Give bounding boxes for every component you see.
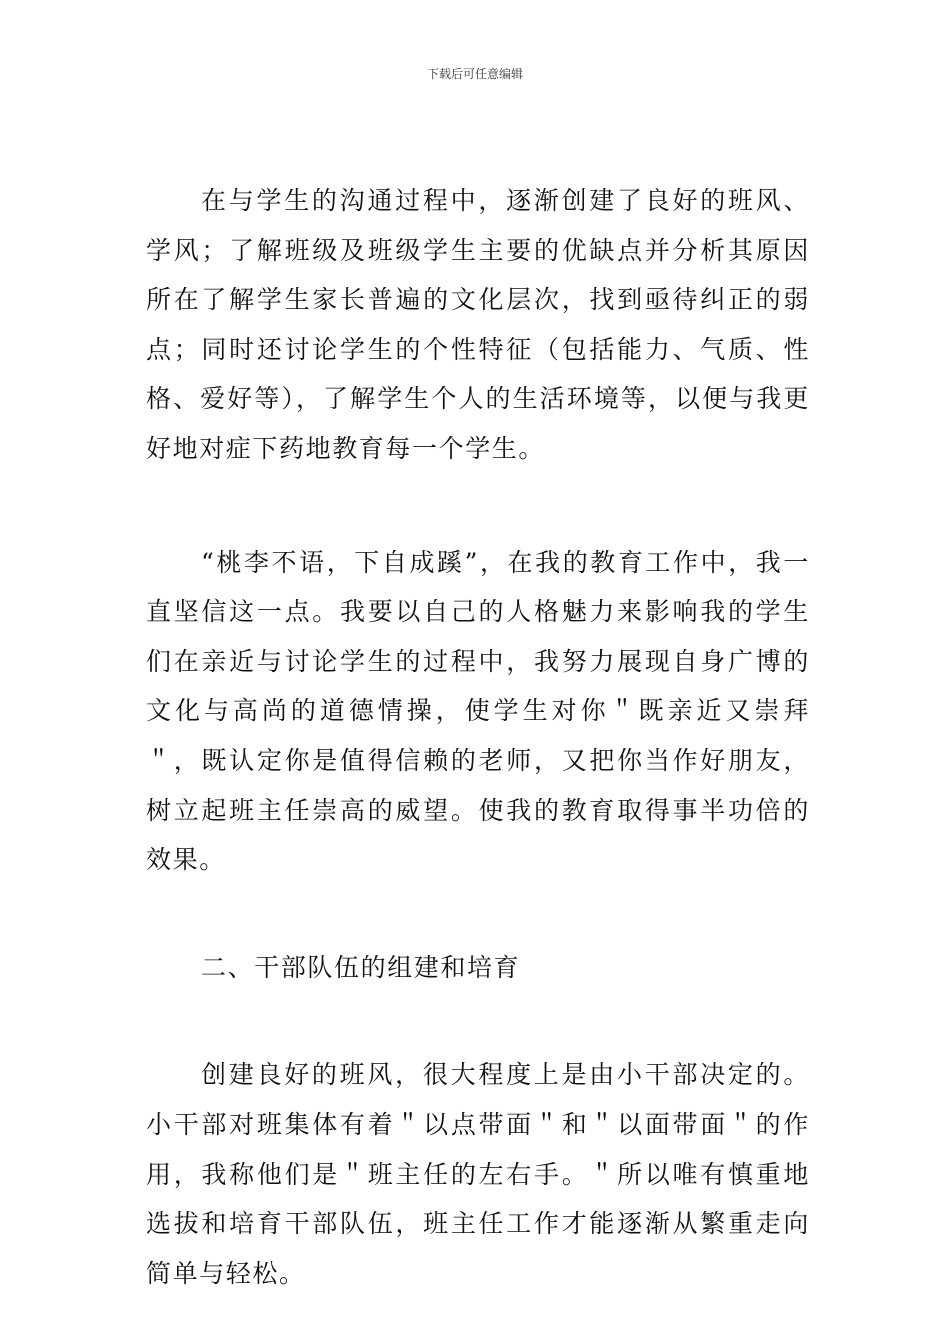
paragraph-spacer [146,474,810,538]
paragraph-spacer [146,992,810,1050]
paragraph-cadre-team: 创建良好的班风，很大程度上是由小干部决定的。小干部对班集体有着＂以点带面＂和＂以面带面＂的作用，我称他们是＂班主任的左右手。＂所以唯有慎重地选拔和培育干部队伍，班主任工作才能逐渐从繁重走向简单与轻松。 [146,1060,810,1288]
paragraph-communication: 在与学生的沟通过程中，逐渐创建了良好的班风、学风；了解班级及班级学生主要的优缺点并分析其原因所在了解学生家长普遍的文化层次，找到亟待纠正的弱点；同时还讨论学生的个性特征（包括能力、气质、性格、爱好等），了解学生个人的生活环境等，以便与我更好地对症下药地教育每一个学生。 [146,186,810,463]
section-heading: 二、干部队伍的组建和培育 [201,952,521,982]
paragraph-spacer [146,885,810,943]
document-body [146,176,810,1298]
page-header-note: 下载后可任意编辑 [426,67,523,81]
paragraph-personal-charm: “桃李不语，下自成蹊”，在我的教育工作中，我一直坚信这一点。我要以自己的人格魅力来影响我的学生们在亲近与讨论学生的过程中，我努力展现自身广博的文化与高尚的道德情操，使学生对你＂既亲近又崇拜＂，既认定你是值得信赖的老师，又把你当作好朋友，树立起班主任崇高的威望。使我的教育取得事半功倍的效果。 [146,547,810,875]
